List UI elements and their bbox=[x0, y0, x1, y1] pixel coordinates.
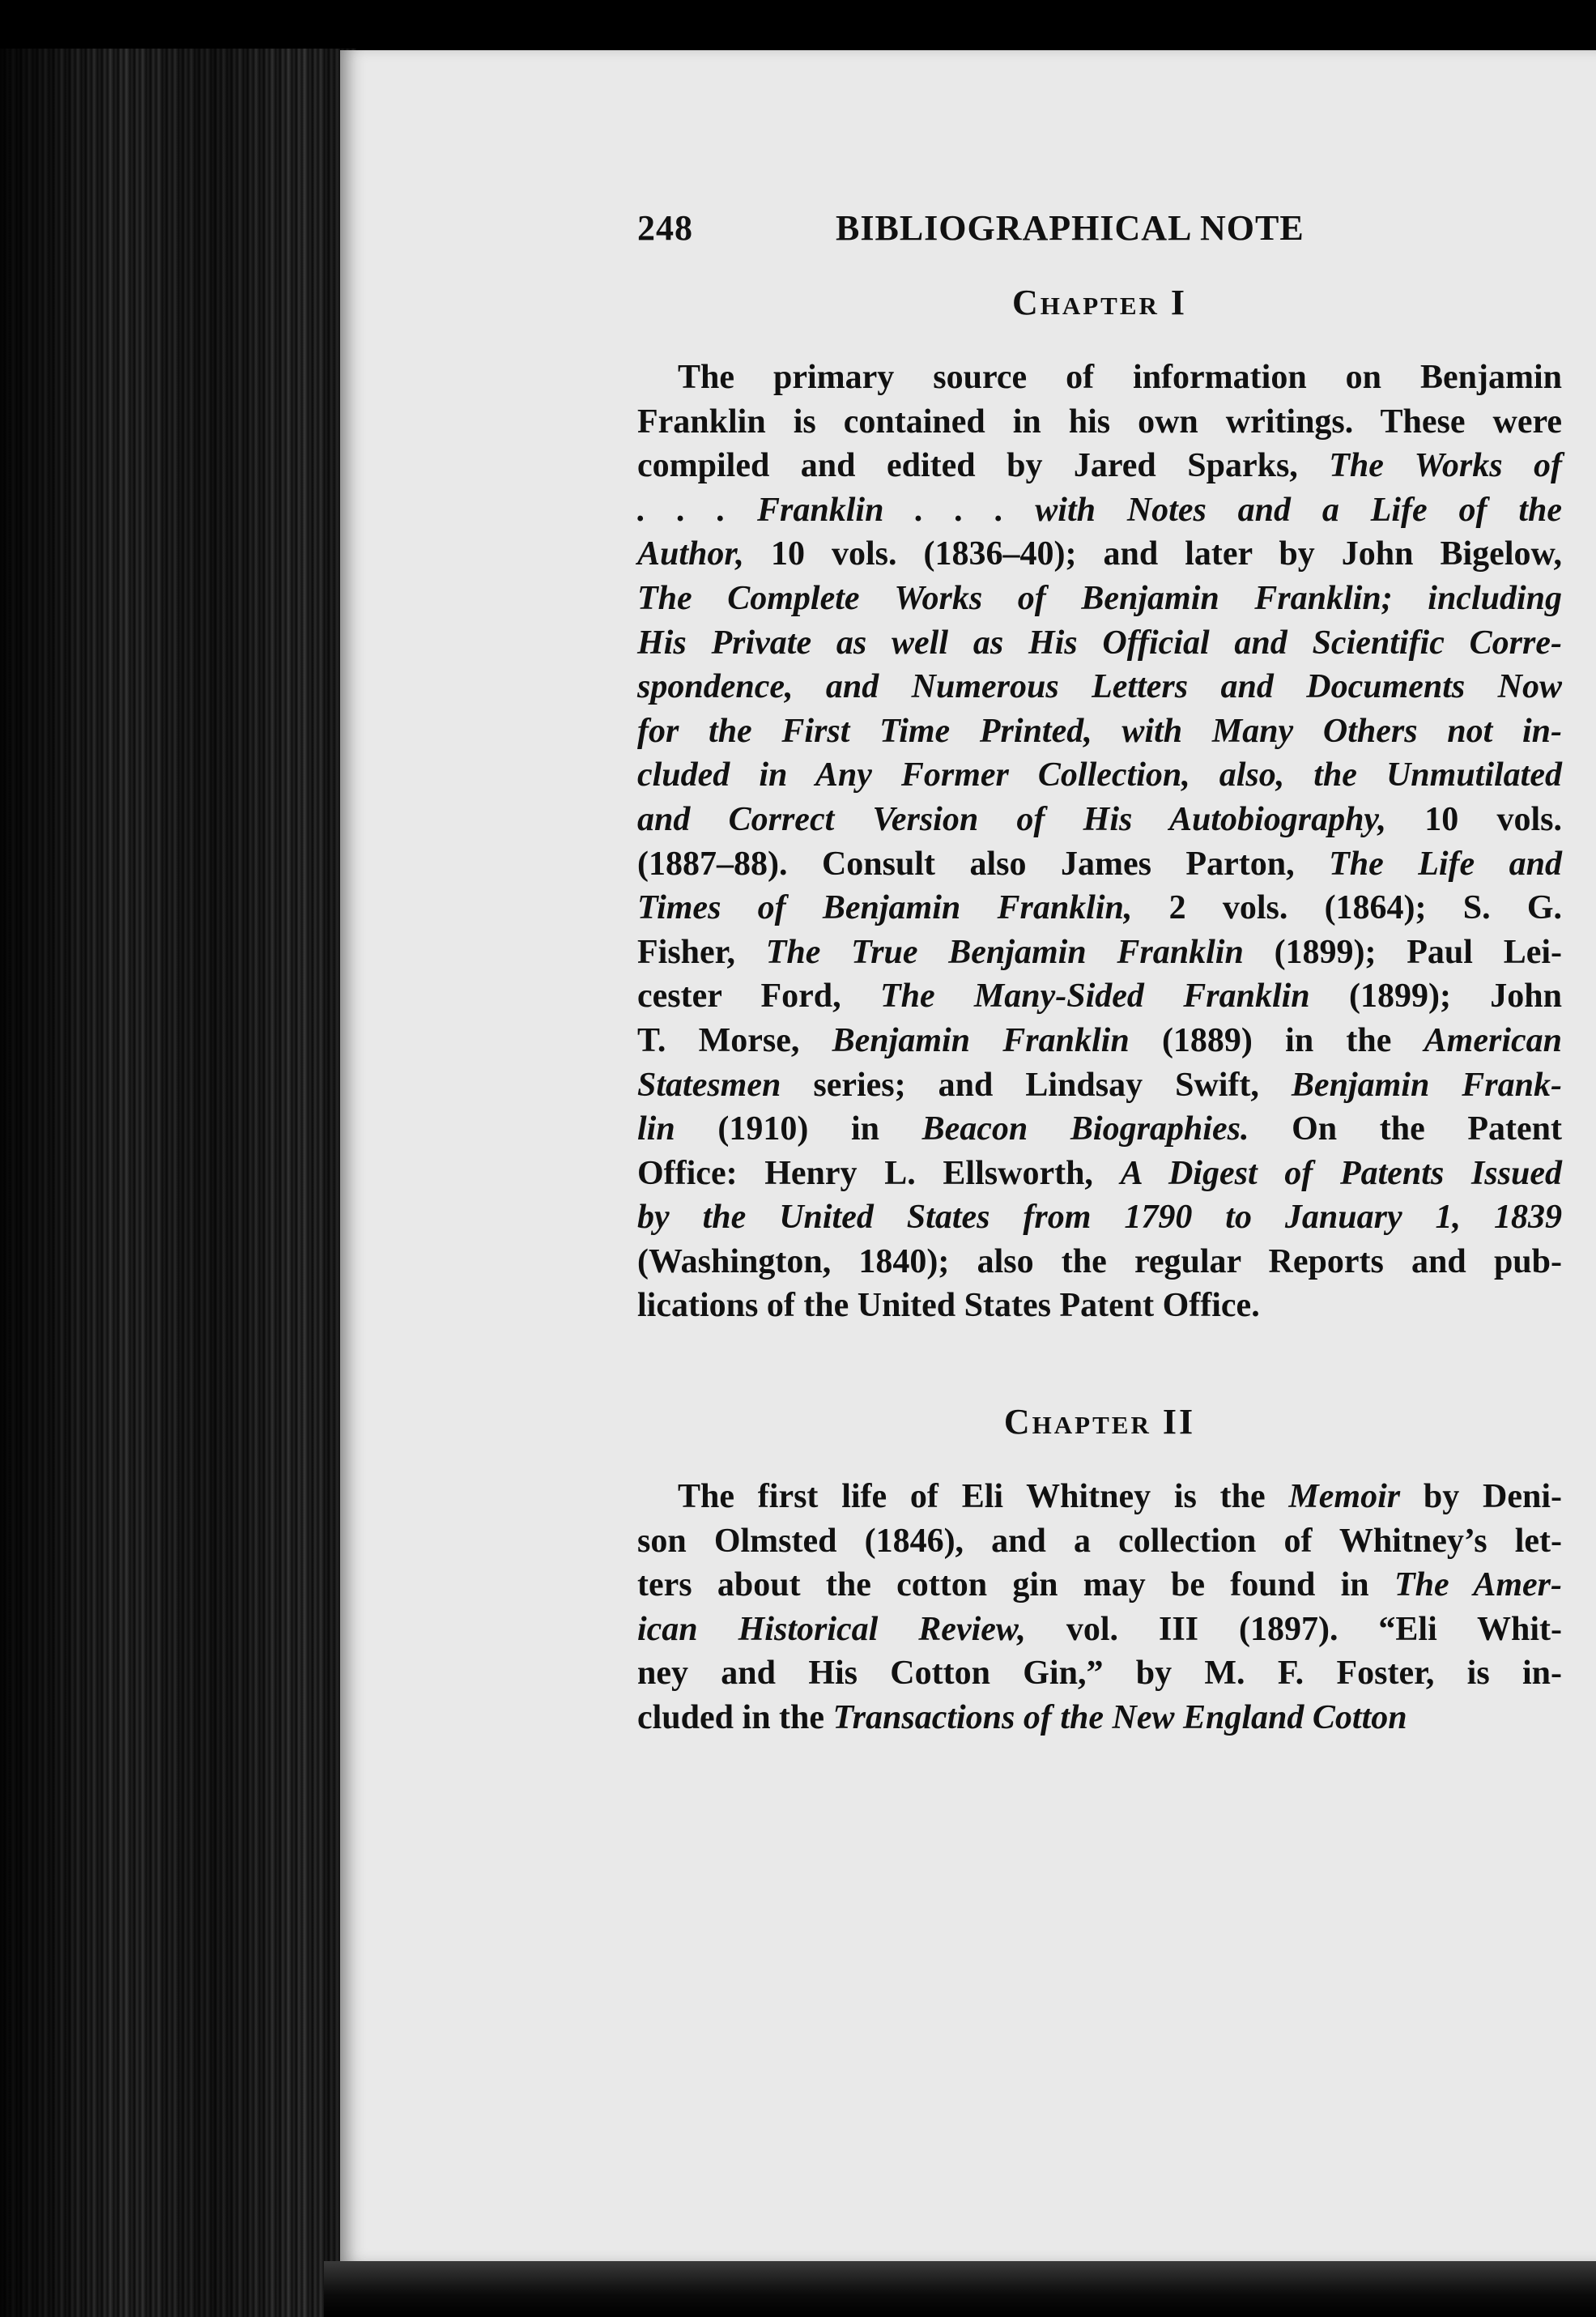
text-line bbox=[637, 356, 1562, 400]
text-line bbox=[637, 1019, 1562, 1063]
body-text: ters about the cotton gin may be found in bbox=[637, 1566, 1394, 1604]
italic-title-text: His Private as well as His Official and Scientific Corre- bbox=[637, 624, 1562, 662]
text-line bbox=[637, 621, 1562, 666]
running-title: BIBLIOGRAPHICAL NOTE bbox=[836, 208, 1304, 248]
text-column bbox=[637, 202, 1562, 1740]
body-text: (1887–88). Consult also James Parton, bbox=[637, 845, 1330, 883]
italic-title-text: Statesmen bbox=[637, 1066, 781, 1104]
italic-title-text: by the United States from 1790 to January 1, 1839 bbox=[637, 1199, 1562, 1237]
body-text: Franklin is contained in his own writings. These were bbox=[637, 402, 1562, 441]
text-line bbox=[637, 1563, 1562, 1608]
chapter-2-paragraph bbox=[637, 1475, 1562, 1740]
text-line bbox=[637, 1240, 1562, 1284]
body-text: son Olmsted (1846), and a collection of Whitney’s let- bbox=[637, 1522, 1562, 1560]
italic-title-text: Benjamin Frank- bbox=[1291, 1066, 1563, 1104]
italic-title-text: The True Benjamin Franklin bbox=[765, 933, 1244, 971]
italic-title-text: for the First Time Printed, with Many Others not in- bbox=[637, 712, 1562, 750]
running-head bbox=[637, 202, 1562, 267]
italic-title-text: Times of Benjamin Franklin, bbox=[637, 889, 1133, 927]
body-text: T. Morse, bbox=[637, 1021, 832, 1059]
text-line bbox=[637, 709, 1562, 754]
body-text: cester Ford, bbox=[637, 977, 880, 1016]
text-line bbox=[637, 1195, 1562, 1240]
italic-title-text: The Complete Works of Benjamin Franklin; including bbox=[637, 579, 1562, 617]
body-text: Office: Henry L. Ellsworth, bbox=[637, 1154, 1121, 1192]
book-page-edges bbox=[0, 49, 356, 2317]
italic-title-text: The Many-Sided Franklin bbox=[879, 977, 1310, 1016]
text-line bbox=[637, 488, 1562, 533]
body-text: cluded in the bbox=[637, 1699, 833, 1737]
text-line bbox=[637, 577, 1562, 621]
body-text: vol. III (1897). “Eli Whit- bbox=[1025, 1610, 1562, 1648]
italic-title-text: . . . Franklin . . . with Notes and a Life of the bbox=[637, 491, 1562, 529]
text-line bbox=[637, 974, 1562, 1019]
text-line bbox=[637, 886, 1562, 931]
body-text: lications of the United States Patent Office. bbox=[637, 1287, 1260, 1325]
italic-title-text: spondence, and Numerous Letters and Documents Now bbox=[637, 668, 1562, 706]
text-line bbox=[637, 842, 1562, 887]
text-line bbox=[637, 753, 1562, 798]
italic-title-text: and Correct Version of His Autobiography, bbox=[637, 800, 1387, 838]
body-text: (1889) in the bbox=[1129, 1021, 1424, 1059]
text-line bbox=[637, 532, 1562, 577]
page-number: 248 bbox=[637, 208, 693, 248]
italic-title-text: Benjamin Franklin bbox=[832, 1021, 1130, 1059]
body-text: 2 vols. (1864); S. G. bbox=[1132, 889, 1562, 927]
italic-title-text: cluded in Any Former Collection, also, the Unmutilated bbox=[637, 756, 1562, 794]
body-text: (1899); John bbox=[1309, 977, 1562, 1016]
text-line bbox=[637, 931, 1562, 975]
body-text: The first life of Eli Whitney is the bbox=[678, 1478, 1289, 1516]
text-line bbox=[637, 400, 1562, 445]
body-text: 10 vols. (1836–40); and later by John Bigelow, bbox=[743, 535, 1562, 573]
body-text: compiled and edited by Jared Sparks, bbox=[637, 447, 1330, 485]
text-line bbox=[637, 798, 1562, 842]
italic-title-text: The Life and bbox=[1329, 845, 1562, 883]
chapter-2-heading: Chapter II bbox=[1003, 1402, 1196, 1442]
text-line bbox=[637, 1696, 1562, 1740]
italic-title-text: A Digest of Patents Issued bbox=[1120, 1154, 1562, 1192]
body-text: 10 vols. bbox=[1386, 800, 1562, 838]
text-line bbox=[637, 1063, 1562, 1108]
text-line bbox=[637, 665, 1562, 709]
italic-title-text: The Works of bbox=[1329, 447, 1562, 485]
body-text: ney and His Cotton Gin,” by M. F. Foster, is in- bbox=[637, 1655, 1562, 1693]
text-line bbox=[637, 1475, 1562, 1519]
italic-title-text: Memoir bbox=[1288, 1478, 1401, 1516]
italic-title-text: Transactions of the New England Cotton bbox=[832, 1699, 1407, 1737]
italic-title-text: Beacon Biographies. bbox=[921, 1110, 1249, 1148]
body-text: by Deni- bbox=[1400, 1478, 1562, 1516]
italic-title-text: American bbox=[1424, 1021, 1562, 1059]
body-text: (1910) in bbox=[675, 1110, 922, 1148]
text-line bbox=[637, 1284, 1562, 1328]
italic-title-text: The Amer- bbox=[1394, 1566, 1562, 1604]
body-text: (Washington, 1840); also the regular Reports and pub- bbox=[637, 1242, 1562, 1280]
text-line bbox=[637, 1152, 1562, 1196]
text-line bbox=[637, 1519, 1562, 1564]
text-line bbox=[637, 1107, 1562, 1152]
text-line bbox=[637, 444, 1562, 488]
chapter-1-heading: Chapter I bbox=[1011, 283, 1188, 322]
body-text: (1899); Paul Lei- bbox=[1243, 933, 1563, 971]
text-line bbox=[637, 1608, 1562, 1652]
italic-title-text: Author, bbox=[637, 535, 744, 573]
text-line bbox=[637, 1651, 1562, 1696]
body-text: series; and Lindsay Swift, bbox=[781, 1066, 1292, 1104]
italic-title-text: ican Historical Review, bbox=[637, 1610, 1026, 1648]
body-text: The primary source of information on Benjamin bbox=[678, 359, 1562, 396]
page-bottom-edge bbox=[324, 2261, 1596, 2317]
body-text: On the Patent bbox=[1249, 1110, 1562, 1148]
body-text: Fisher, bbox=[637, 933, 766, 971]
chapter-1-paragraph bbox=[637, 356, 1562, 1328]
italic-title-text: lin bbox=[637, 1110, 675, 1148]
